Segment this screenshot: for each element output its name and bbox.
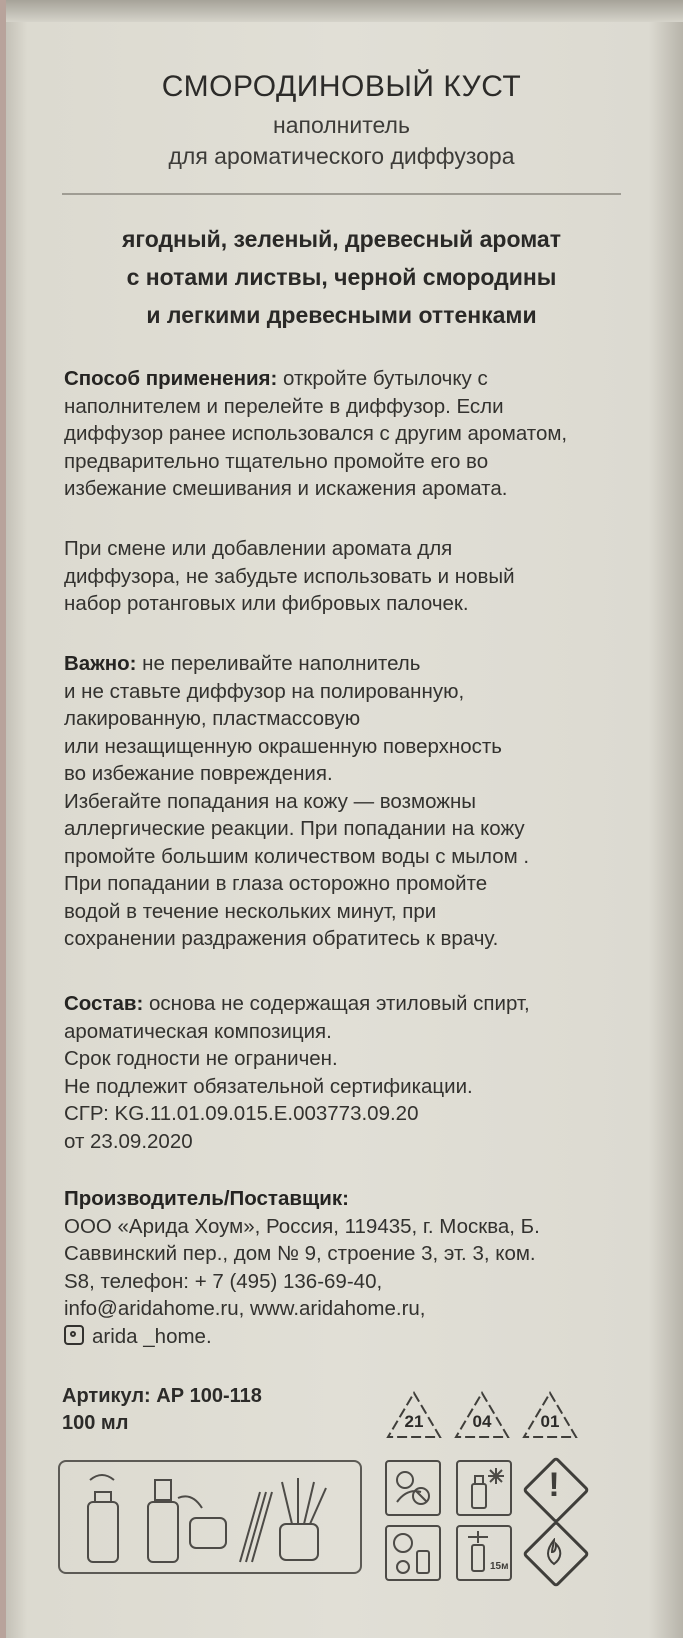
manufacturer-line: info@aridahome.ru, www.aridahome.ru, bbox=[64, 1297, 426, 1320]
do-not-drink-icon bbox=[385, 1460, 441, 1516]
aroma-line: ягодный, зеленый, древесный аромат bbox=[122, 226, 561, 252]
warning-line: аллергические реакции. При попадании на кожу bbox=[64, 817, 525, 840]
recycle-code: 04 bbox=[472, 1412, 492, 1431]
warning-line: во избежание повреждения. bbox=[64, 762, 333, 785]
composition-line: основа не содержащая этиловый спирт, bbox=[143, 992, 530, 1015]
composition-line: СГР: KG.11.01.09.015.E.003773.09.20 bbox=[64, 1102, 419, 1125]
product-title: СМОРОДИНОВЫЙ КУСТ bbox=[161, 70, 522, 103]
aroma-line: и легкими древесными оттенками bbox=[146, 302, 537, 328]
box-edge bbox=[0, 0, 683, 22]
instagram-handle bbox=[64, 1323, 664, 1351]
manufacturer-line: Саввинский пер., дом № 9, строение 3, эт. 3, ком. bbox=[64, 1242, 536, 1265]
subtitle-line: наполнитель bbox=[273, 112, 410, 138]
usage-line: избежание смешивания и искажения аромата. bbox=[64, 477, 508, 500]
instagram-icon bbox=[64, 1325, 84, 1345]
article-number: Артикул: АР 100-118 bbox=[62, 1385, 262, 1407]
manufacturer-line: ООО «Арида Хоум», Россия, 119435, г. Москва, Б. bbox=[64, 1214, 540, 1238]
warning-line: Избегайте попадания на кожу — возможны bbox=[64, 789, 477, 813]
divider bbox=[62, 193, 621, 195]
warning-line: сохранении раздражения обратитесь к врачу. bbox=[64, 927, 499, 950]
composition-line: Срок годности не ограничен. bbox=[64, 1047, 338, 1070]
usage-section bbox=[64, 365, 664, 503]
recycle-triangle-icon bbox=[385, 1390, 443, 1440]
product-subtitle bbox=[0, 110, 683, 172]
exclamation-icon: ! bbox=[548, 1466, 560, 1504]
composition-line: ароматическая композиция. bbox=[64, 1019, 332, 1043]
composition-line: Не подлежит обязательной сертификации. bbox=[64, 1074, 473, 1098]
warning-line: или незащищенную окрашенную поверхность bbox=[64, 734, 502, 758]
recycle-code: 01 bbox=[540, 1412, 560, 1431]
volume: 100 мл bbox=[62, 1412, 129, 1434]
composition-section bbox=[64, 990, 664, 1155]
usage-pictogram-icon bbox=[60, 1462, 360, 1572]
warning-line: не переливайте наполнитель bbox=[136, 652, 421, 675]
change-line: диффузора, не забудьте использовать и новый bbox=[64, 564, 515, 588]
composition-line: от 23.09.2020 bbox=[64, 1129, 193, 1153]
usage-line: наполнителем и перелейте в диффузор. Если bbox=[64, 394, 504, 418]
change-line: При смене или добавлении аромата для bbox=[64, 537, 453, 560]
manufacturer-line: S8, телефон: + 7 (495) 136-69-40, bbox=[64, 1269, 383, 1293]
subtitle-line: для ароматического диффузора bbox=[168, 143, 515, 169]
flame-icon bbox=[542, 1538, 566, 1566]
usage-line: предварительно тщательно промойте его во bbox=[64, 449, 489, 473]
composition-label: Состав: bbox=[64, 992, 144, 1015]
warning-label: Важно: bbox=[64, 652, 137, 675]
recycle-triangle-icon bbox=[453, 1390, 511, 1440]
warning-line: лакированную, пластмассовую bbox=[64, 707, 361, 730]
keep-away-from-heat-icon bbox=[456, 1460, 512, 1516]
manufacturer-label: Производитель/Поставщик: bbox=[64, 1187, 349, 1210]
usage-line: диффузор ранее использовался с другим ароматом, bbox=[64, 422, 568, 445]
distance-label: 15м bbox=[490, 1561, 509, 1572]
warning-line: промойте большим количеством воды с мылом . bbox=[64, 844, 530, 868]
warning-line: водой в течение нескольких минут, при bbox=[64, 899, 437, 923]
distance-15m-icon bbox=[456, 1525, 512, 1581]
warning-section bbox=[64, 650, 664, 953]
aroma-description bbox=[0, 220, 683, 334]
usage-line: откройте бутылочку с bbox=[277, 367, 488, 390]
warning-line: При попадании в глаза осторожно промойте bbox=[64, 872, 488, 895]
manufacturer-section bbox=[64, 1185, 664, 1350]
recycle-code: 21 bbox=[404, 1412, 424, 1431]
warning-line: и не ставьте диффузор на полированную, bbox=[64, 679, 465, 703]
change-line: набор ротанговых или фибровых палочек. bbox=[64, 592, 469, 615]
keep-away-from-children-icon bbox=[385, 1525, 441, 1581]
usage-pictogram-box bbox=[58, 1460, 362, 1574]
recycle-triangle-icon bbox=[521, 1390, 579, 1440]
header bbox=[0, 70, 683, 172]
article-info bbox=[62, 1383, 262, 1437]
aroma-line: с нотами листвы, черной смородины bbox=[126, 264, 557, 290]
usage-label: Способ применения: bbox=[64, 367, 278, 390]
change-section bbox=[64, 535, 664, 618]
instagram-text: arida _home. bbox=[92, 1324, 212, 1348]
